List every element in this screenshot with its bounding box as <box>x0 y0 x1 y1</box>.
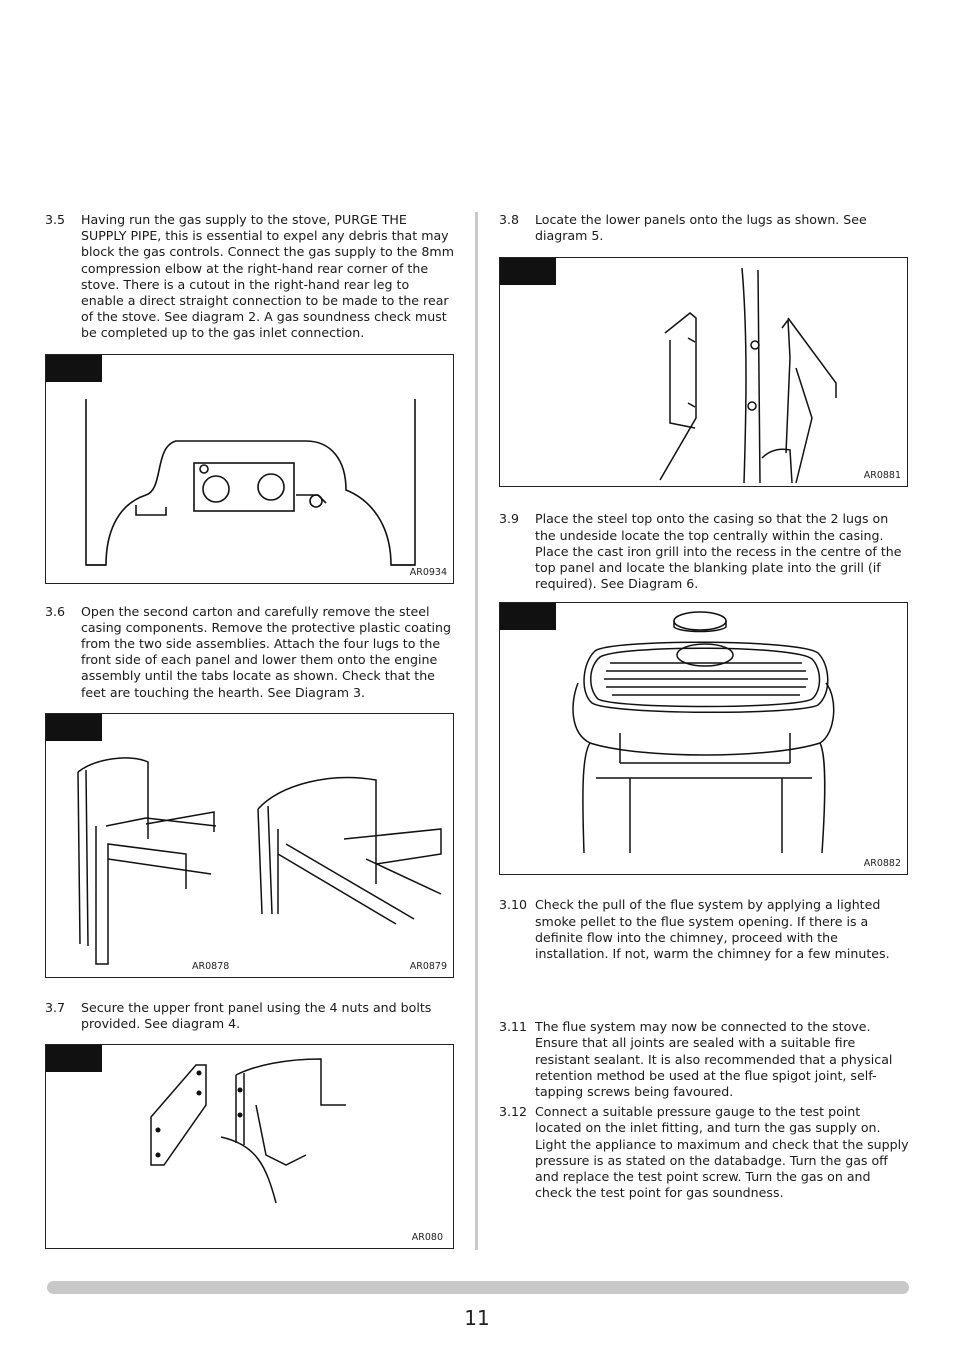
front-panel-illustration <box>46 1045 455 1250</box>
step-text: Having run the gas supply to the stove, PURGE THE SUPPLY PIPE, this is essential to expel any debris that may block the gas controls. Connect the gas supply to the 8mm compression elbow at the right-hand rear corner of the stove. There is a cutout in the right-hand rear leg to enable a direct straight connection to be made to the rear of the stove. See diagram 2. A gas soundness check must be completed up to the gas inlet connection. <box>81 212 454 341</box>
step-number: 3.11 <box>499 1019 528 1035</box>
step-text: Locate the lower panels onto the lugs as shown. See diagram 5. <box>535 212 867 244</box>
diagram-code-left: AR0878 <box>192 960 230 972</box>
step-number: 3.10 <box>499 897 528 913</box>
step-text: Connect a suitable pressure gauge to the test point located on the inlet fitting, and turn the gas supply on. Light the appliance to maximum and check that the supply pressure is as stated on the databadge. Turn the gas off and replace the test point screw. Turn the gas on and check the test point for gas soundness. <box>535 1104 909 1201</box>
diagram-4-front-panel <box>45 1044 454 1249</box>
step-3-6 <box>45 604 455 701</box>
diagram-code: AR0882 <box>863 858 901 870</box>
step-3-7 <box>45 1000 455 1032</box>
gas-controls-illustration <box>46 355 455 585</box>
right-column <box>499 212 909 1201</box>
steel-top-illustration <box>500 603 909 876</box>
step-number: 3.12 <box>499 1104 528 1120</box>
step-number: 3.6 <box>45 603 66 619</box>
step-3-12 <box>499 1104 909 1201</box>
step-number: 3.5 <box>45 212 66 227</box>
step-number: 3.9 <box>499 511 520 527</box>
page-number: 11 <box>464 1306 490 1330</box>
diagram-5-lower-panels <box>499 257 908 487</box>
step-number: 3.7 <box>45 999 66 1015</box>
diagram-code-right: AR0879 <box>409 960 447 972</box>
column-divider <box>475 212 478 1250</box>
step-number: 3.8 <box>499 212 520 227</box>
step-3-9 <box>499 511 909 592</box>
footer-bar <box>47 1281 909 1294</box>
step-3-10 <box>499 897 909 962</box>
step-text: The flue system may now be connected to the stove. Ensure that all joints are sealed with a suitable fire resistant sealant. It is also recommended that a physical retention method be used at the flue spigot joint, self-tapping screws being favoured. <box>535 1019 893 1100</box>
step-text: Check the pull of the flue system by applying a lighted smoke pellet to the flue system opening. If there is a definite flow into the chimney, proceed with the installation. If not, warm the chimney for a few minutes. <box>535 897 890 962</box>
step-text: Secure the upper front panel using the 4 nuts and bolts provided. See diagram 4. <box>81 999 432 1032</box>
step-3-11 <box>499 1019 909 1100</box>
diagram-code: AR0934 <box>409 566 447 578</box>
step-3-5 <box>45 212 455 342</box>
diagram-code: AR0881 <box>863 470 901 482</box>
side-assemblies-illustration <box>46 714 455 979</box>
lower-panels-illustration <box>500 258 909 488</box>
diagram-3-side-assemblies <box>45 713 454 978</box>
diagram-2-gas-controls <box>45 354 454 584</box>
diagram-code: AR080 <box>411 1232 443 1244</box>
step-text: Place the steel top onto the casing so that the 2 lugs on the undeside locate the top centrally within the casing. Place the cast iron grill into the recess in the centre of the top panel and locate the blanking plate into the grill (if required). See Diagram 6. <box>535 511 902 592</box>
left-column <box>45 212 455 1249</box>
diagram-6-steel-top <box>499 602 908 875</box>
step-3-8 <box>499 212 909 244</box>
step-text: Open the second carton and carefully remove the steel casing components. Remove the protective plastic coating from the two side assemblies. Attach the four lugs to the front side of each panel and lower them onto the engine assembly until the tabs locate as shown. Check that the feet are touching the hearth. See Diagram 3. <box>81 603 452 700</box>
